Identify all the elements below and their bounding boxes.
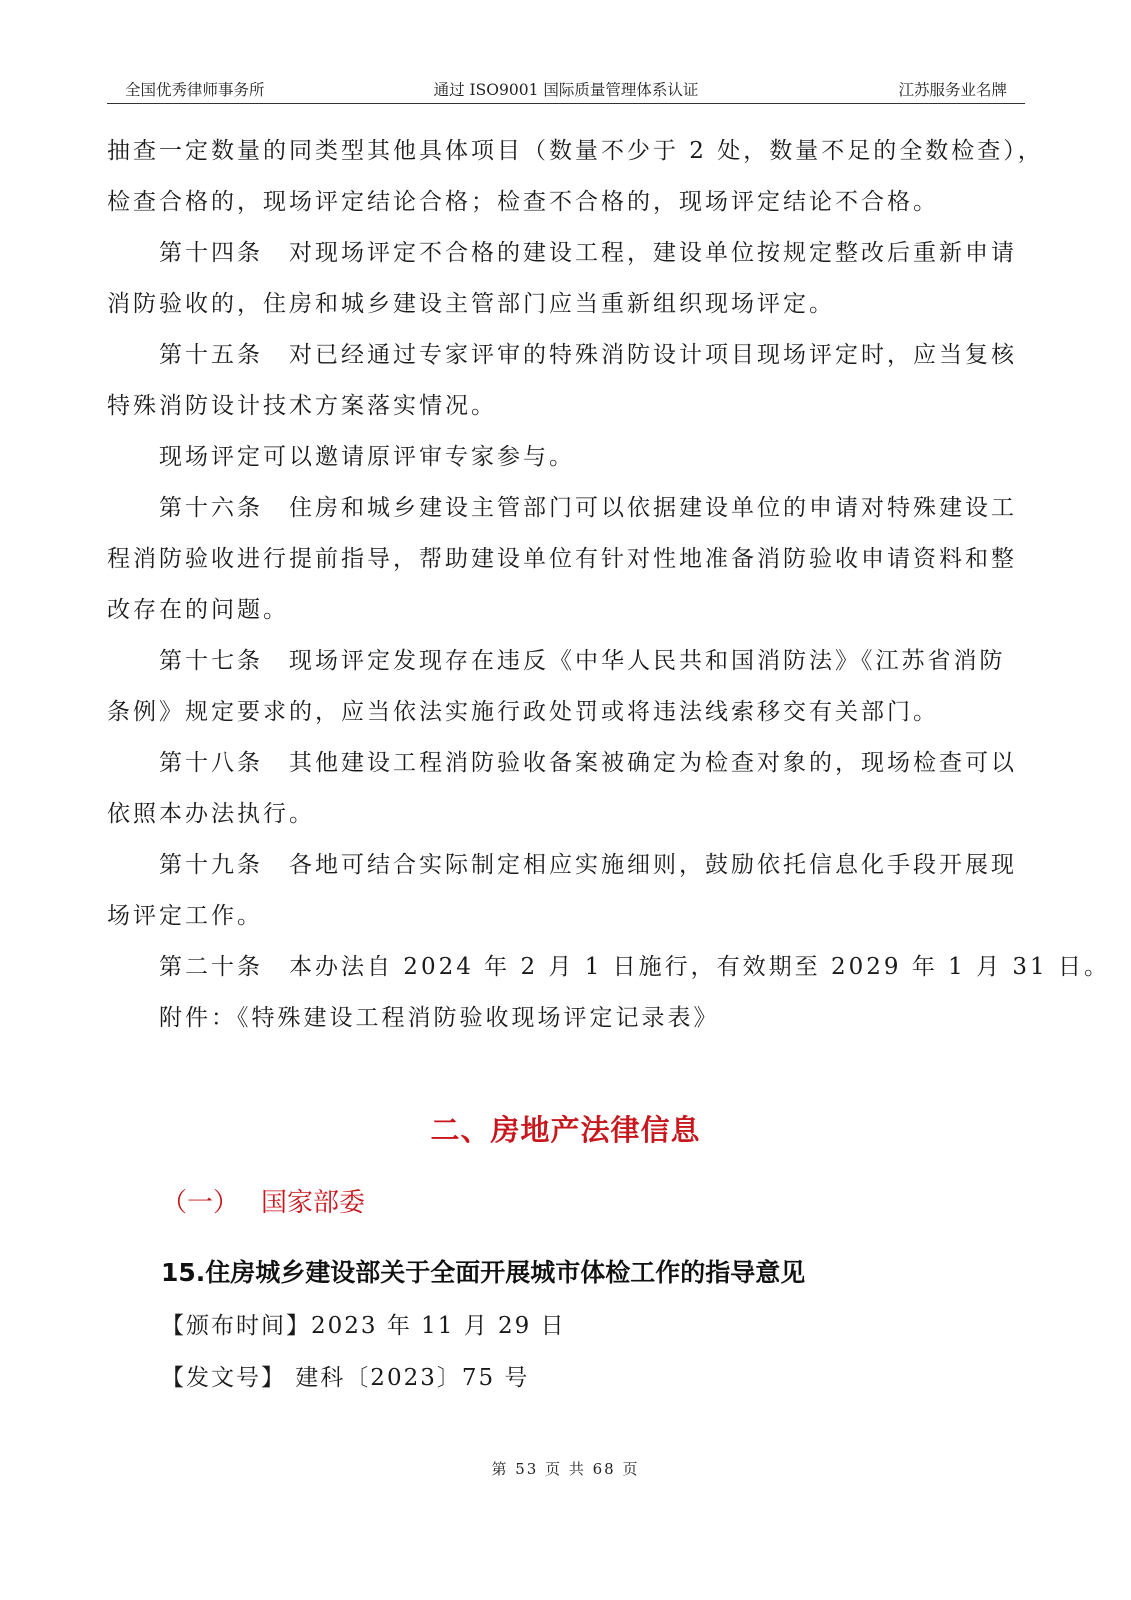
- header-center: 通过 ISO9001 国际质量管理体系认证: [433, 81, 699, 99]
- paragraph-line: 第十五条 对已经通过专家评审的特殊消防设计项目现场评定时，应当复核: [159, 342, 1017, 368]
- paragraph-line: 条例》规定要求的，应当依法实施行政处罚或将违法线索移交有关部门。: [107, 699, 939, 725]
- page-header: [107, 78, 1025, 104]
- paragraph-line: 程消防验收进行提前指导，帮助建设单位有针对性地准备消防验收申请资料和整: [107, 546, 1017, 572]
- paragraph-line: 改存在的问题。: [107, 597, 289, 623]
- paragraph-line: 依照本办法执行。: [107, 801, 315, 827]
- paragraph-line: 特殊消防设计技术方案落实情况。: [107, 393, 497, 419]
- paragraph-line: 场评定工作。: [107, 903, 263, 929]
- header-left: 全国优秀律师事务所: [125, 81, 265, 99]
- paragraph-line: 第二十条 本办法自 2024 年 2 月 1 日施行，有效期至 2029 年 1 月 31 日。: [159, 954, 1110, 980]
- paragraph-line: 现场评定可以邀请原评审专家参与。: [159, 444, 575, 470]
- paragraph-line: 第十八条 其他建设工程消防验收备案被确定为检查对象的，现场检查可以: [159, 750, 1017, 776]
- header-right: 江苏服务业名牌: [898, 81, 1007, 99]
- paragraph-line: 检查合格的，现场评定结论合格；检查不合格的，现场评定结论不合格。: [107, 189, 939, 215]
- meta-issue-date: 【颁布时间】2023 年 11 月 29 日: [161, 1313, 566, 1339]
- paragraph-line: 第十四条 对现场评定不合格的建设工程，建设单位按规定整改后重新申请: [159, 240, 1017, 266]
- paragraph-line: 第十六条 住房和城乡建设主管部门可以依据建设单位的申请对特殊建设工: [159, 495, 1017, 521]
- paragraph-line: 附件：《特殊建设工程消防验收现场评定记录表》: [159, 1005, 720, 1031]
- subsection-label: 国家部委: [261, 1188, 366, 1218]
- paragraph-line: 第十七条 现场评定发现存在违反《中华人民共和国消防法》《江苏省消防: [159, 648, 1006, 674]
- page-footer: 第 53 页 共 68 页: [491, 1460, 640, 1478]
- paragraph-line: 第十九条 各地可结合实际制定相应实施细则，鼓励依托信息化手段开展现: [159, 852, 1017, 878]
- subsection-heading: [161, 1182, 365, 1219]
- section-title: 二、房地产法律信息: [430, 1113, 701, 1147]
- article-title: 15.住房城乡建设部关于全面开展城市体检工作的指导意见: [161, 1258, 806, 1287]
- header-divider: [107, 103, 1025, 104]
- document-body: [107, 126, 1110, 1044]
- subsection-number: （一）: [161, 1188, 240, 1218]
- meta-document-number: 【发文号】 建科〔2023〕75 号: [161, 1365, 530, 1391]
- paragraph-line: 抽查一定数量的同类型其他具体项目（数量不少于 2 处，数量不足的全数检查），: [107, 138, 1044, 164]
- paragraph-line: 消防验收的，住房和城乡建设主管部门应当重新组织现场评定。: [107, 291, 835, 317]
